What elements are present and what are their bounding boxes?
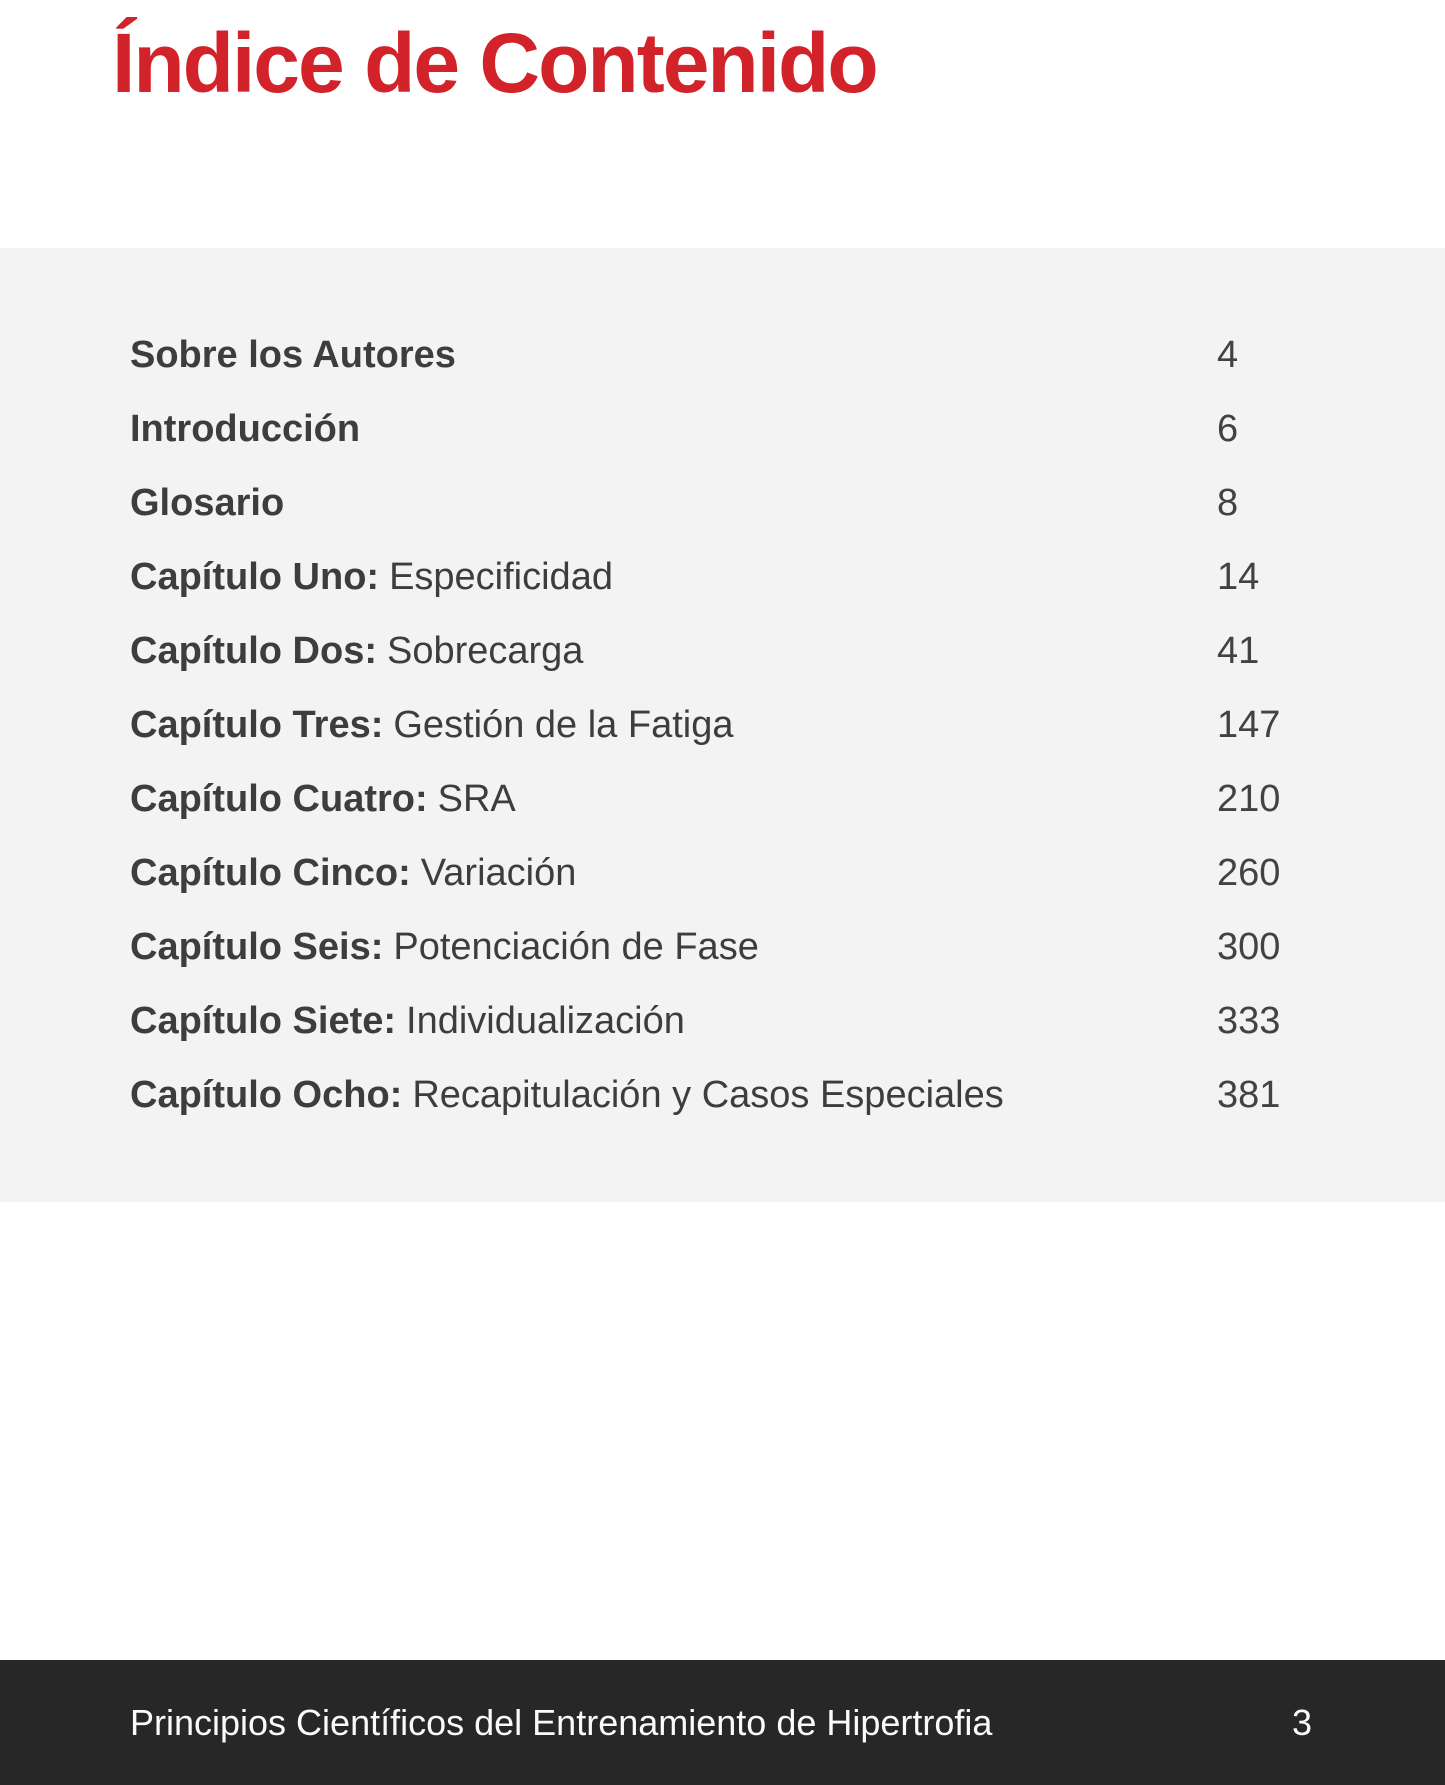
toc-entry-label-bold: Sobre los Autores bbox=[130, 334, 456, 376]
toc-entry-page-number: 147 bbox=[1217, 704, 1281, 746]
toc-entry-sobre-los-autores[interactable] bbox=[0, 318, 1445, 392]
toc-entry-capitulo-cuatro[interactable] bbox=[0, 762, 1445, 836]
toc-entry-capitulo-dos[interactable] bbox=[0, 614, 1445, 688]
toc-entry-label-regular: Recapitulación y Casos Especiales bbox=[412, 1074, 1004, 1116]
page-footer bbox=[0, 1660, 1445, 1785]
toc-entry-introduccion[interactable] bbox=[0, 392, 1445, 466]
footer-page-number: 3 bbox=[1291, 1701, 1312, 1743]
toc-entry-label-bold: Capítulo Cuatro: bbox=[130, 778, 428, 820]
toc-entry-label-regular: SRA bbox=[437, 778, 516, 820]
toc-entry-label-bold: Glosario bbox=[130, 482, 285, 524]
toc-entry-label-regular: Sobrecarga bbox=[386, 630, 584, 672]
toc-entry-page-number: 41 bbox=[1217, 630, 1260, 672]
footer-book-title: Principios Científicos del Entrenamiento de Hipertrofia bbox=[130, 1701, 993, 1743]
toc-entry-label-bold: Capítulo Uno: bbox=[130, 556, 380, 598]
toc-entry-page-number: 210 bbox=[1217, 778, 1281, 820]
toc-entry-label-regular: Especificidad bbox=[389, 556, 613, 598]
toc-panel bbox=[0, 248, 1445, 1202]
toc-entry-capitulo-ocho[interactable] bbox=[0, 1058, 1445, 1132]
toc-entry-page-number: 300 bbox=[1217, 926, 1281, 968]
toc-entry-capitulo-siete[interactable] bbox=[0, 984, 1445, 1058]
toc-entry-page-number: 14 bbox=[1217, 556, 1260, 598]
page-title: Índice de Contenido bbox=[112, 16, 877, 110]
toc-entry-label-bold: Capítulo Cinco: bbox=[130, 852, 411, 894]
toc-entry-page-number: 8 bbox=[1217, 482, 1239, 524]
toc-entry-capitulo-seis[interactable] bbox=[0, 910, 1445, 984]
toc-entry-glosario[interactable] bbox=[0, 466, 1445, 540]
toc-entry-page-number: 381 bbox=[1217, 1074, 1281, 1116]
toc-entry-capitulo-tres[interactable] bbox=[0, 688, 1445, 762]
toc-entry-label-bold: Capítulo Ocho: bbox=[130, 1074, 403, 1116]
toc-entry-label-regular: Individualización bbox=[406, 1000, 685, 1042]
toc-entry-label-regular: Variación bbox=[420, 852, 577, 894]
toc-entry-page-number: 6 bbox=[1217, 408, 1239, 450]
toc-entry-label-bold: Capítulo Tres: bbox=[130, 704, 384, 746]
toc-entry-label-regular: Gestión de la Fatiga bbox=[393, 704, 734, 746]
toc-entry-page-number: 260 bbox=[1217, 852, 1281, 894]
toc-entry-capitulo-uno[interactable] bbox=[0, 540, 1445, 614]
toc-entry-label-bold: Capítulo Siete: bbox=[130, 1000, 397, 1042]
toc-entry-page-number: 4 bbox=[1217, 334, 1239, 376]
toc-entry-capitulo-cinco[interactable] bbox=[0, 836, 1445, 910]
toc-entry-label-bold: Capítulo Dos: bbox=[130, 630, 377, 672]
toc-entry-label-bold: Capítulo Seis: bbox=[130, 926, 384, 968]
toc-entry-label-regular: Potenciación de Fase bbox=[393, 926, 759, 968]
toc-entry-page-number: 333 bbox=[1217, 1000, 1281, 1042]
toc-entry-label-bold: Introducción bbox=[130, 408, 361, 450]
